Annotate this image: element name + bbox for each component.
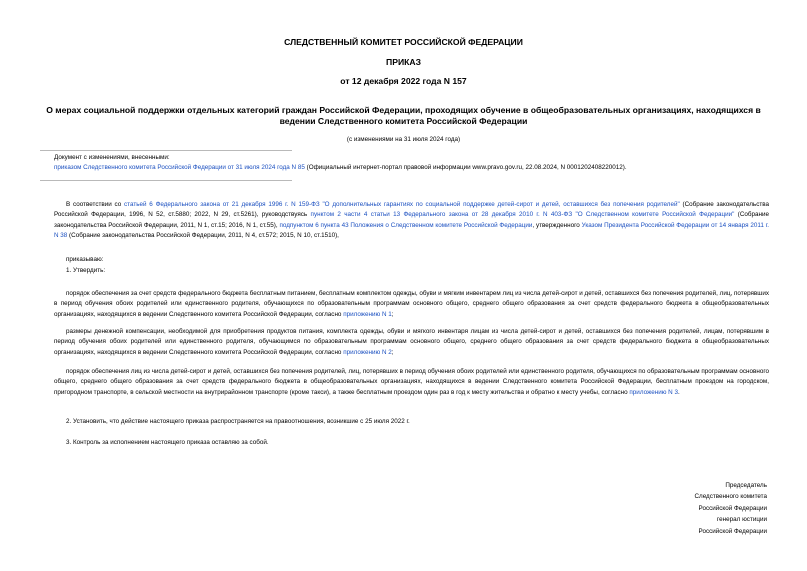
- divider-bottom: [40, 180, 292, 181]
- appendix-1-link[interactable]: приложению N 1: [343, 310, 392, 318]
- signature-line-5: Российской Федерации: [698, 527, 767, 535]
- item-3: 3. Контроль за исполнением настоящего приказа оставляю за собой.: [66, 439, 269, 446]
- changes-reference: [54, 164, 769, 171]
- divider-top: [40, 150, 292, 151]
- document-title: О мерах социальной поддержки отдельных категорий граждан Российской Федерации, проходящих обучение в общеобразовательных организациях, находящихся в ведении Следственного комитета Российской Федерации: [46, 105, 761, 126]
- order-word: приказываю:: [66, 256, 104, 263]
- item-1-paragraph-c: порядок обеспечения лиц из числа детей-сирот и детей, оставшихся без попечения родителей, лиц, потерявших в период обучения обоих родителей или единственного родителя, обучающихся по образовательным программам основного общего, среднего общего образования за счет средств федерального бюджета в общеобразовательных организациях, находящихся в ведении Следственного комитета Российской Федерации, бесплатным проездом на городском, пригородном транспорте, в сельской местности на внутрирайонном транспорте (кроме такси), а также бесплатным проездом один раз в год к месту жительства и обратно к месту учебы, согласно приложению N 3.: [54, 368, 769, 396]
- item-2: 2. Установить, что действие настоящего приказа распространяется на правоотношения, возникшие с 25 июля 2022 г.: [66, 418, 410, 425]
- signature-block: [694, 480, 767, 537]
- amendments-note: (с изменениями на 31 июля 2024 года): [346, 136, 461, 143]
- signature-line-2: Следственного комитета: [694, 493, 767, 501]
- agency-name: СЛЕДСТВЕННЫЙ КОМИТЕТ РОССИЙСКОЙ ФЕДЕРАЦИИ: [284, 37, 523, 47]
- item-1: 1. Утвердить:: [66, 267, 106, 274]
- appendix-3-link[interactable]: приложению N 3: [629, 388, 678, 396]
- item-1-paragraph-a: порядок обеспечения за счет средств федерального бюджета бесплатным питанием, бесплатным комплектом одежды, обуви и мягким инвентарем лиц из числа детей-сирот и детей, оставшихся без попечения родителей, лиц, потерявших в период обучения обоих родителей или единственного родителя, обучающихся по образовательным программам основного общего, среднего общего образования за счет средств федерального бюджета в общеобразовательных организациях, находящихся в ведении Следственного комитета Российской Федерации, согласно приложению N 1;: [54, 290, 769, 318]
- document-type: ПРИКАЗ: [386, 57, 421, 67]
- presidential-decree-link[interactable]: Указом Президента Российской Федерации от 14 января 2011 г. N 38: [54, 221, 769, 240]
- item-1-paragraph-b: размеры денежной компенсации, необходимой для приобретения продуктов питания, комплекта одежды, обуви и мягкого инвентаря лицам из числа детей-сирот и детей, оставшихся без попечения родителей, лицам, потерявшим в период обучения обоих родителей или единственного родителя, обучающимся по образовательным программам основного общего, среднего общего образования за счет средств федерального бюджета в общеобразовательных организациях, находящихся в ведении Следственного комитета Российской Федерации, согласно приложению N 2;: [54, 328, 769, 356]
- preamble-paragraph: В соответствии со статьей 6 Федерального закона от 21 декабря 1996 г. N 159-ФЗ "О дополнительных гарантиях по социальной поддержке детей-сирот и детей, оставшихся без попечения родителей" (Собрание законодательства Российской Федерации, 1996, N 52, ст.5880; 2022, N 29, ст.5261), руководствуясь пунктом 2 части 4 статьи 13 Федерального закона от 28 декабря 2010 г. N 403-ФЗ "О Следственном комитете Российской Федерации" (Собрание законодательства Российской Федерации, 2011, N 1, ст.15; 2016, N 1, ст.55), подпунктом 6 пункта 43 Положения о Следственном комитете Российской Федерации, утвержденного Указом Президента Российской Федерации от 14 января 2011 г. N 38 (Собрание законодательства Российской Федерации, 2011, N 4, ст.572; 2015, N 10, ст.1510),: [54, 201, 770, 240]
- changes-label: Документ с изменениями, внесенными:: [54, 154, 170, 161]
- law-403-fz-link[interactable]: пунктом 2 части 4 статьи 13 Федерального закона от 28 декабря 2010 г. N 403-ФЗ "О Следственном комитете Российской Федерации": [310, 211, 735, 219]
- law-159-fz-link[interactable]: статьей 6 Федерального закона от 21 декабря 1996 г. N 159-ФЗ "О дополнительных гарантиях по социальной поддержке детей-сирот и детей, оставшихся без попечения родителей": [124, 201, 680, 208]
- signature-line-1: Председатель: [725, 482, 767, 489]
- signature-line-4: генерал юстиции: [717, 516, 767, 524]
- regulation-link[interactable]: подпунктом 6 пункта 43 Положения о Следственном комитете Российской Федерации: [279, 221, 533, 229]
- changes-source: (Официальный интернет-портал правовой информации www.pravo.gov.ru, 22.08.2024, N 0001202408220012).: [304, 164, 627, 171]
- document-date-number: от 12 декабря 2022 года N 157: [340, 76, 467, 86]
- amendment-order-link[interactable]: приказом Следственного комитета Российской Федерации от 31 июля 2024 года N 85: [54, 164, 305, 171]
- appendix-2-link[interactable]: приложению N 2: [343, 348, 392, 356]
- signature-line-3: Российской Федерации: [698, 504, 767, 512]
